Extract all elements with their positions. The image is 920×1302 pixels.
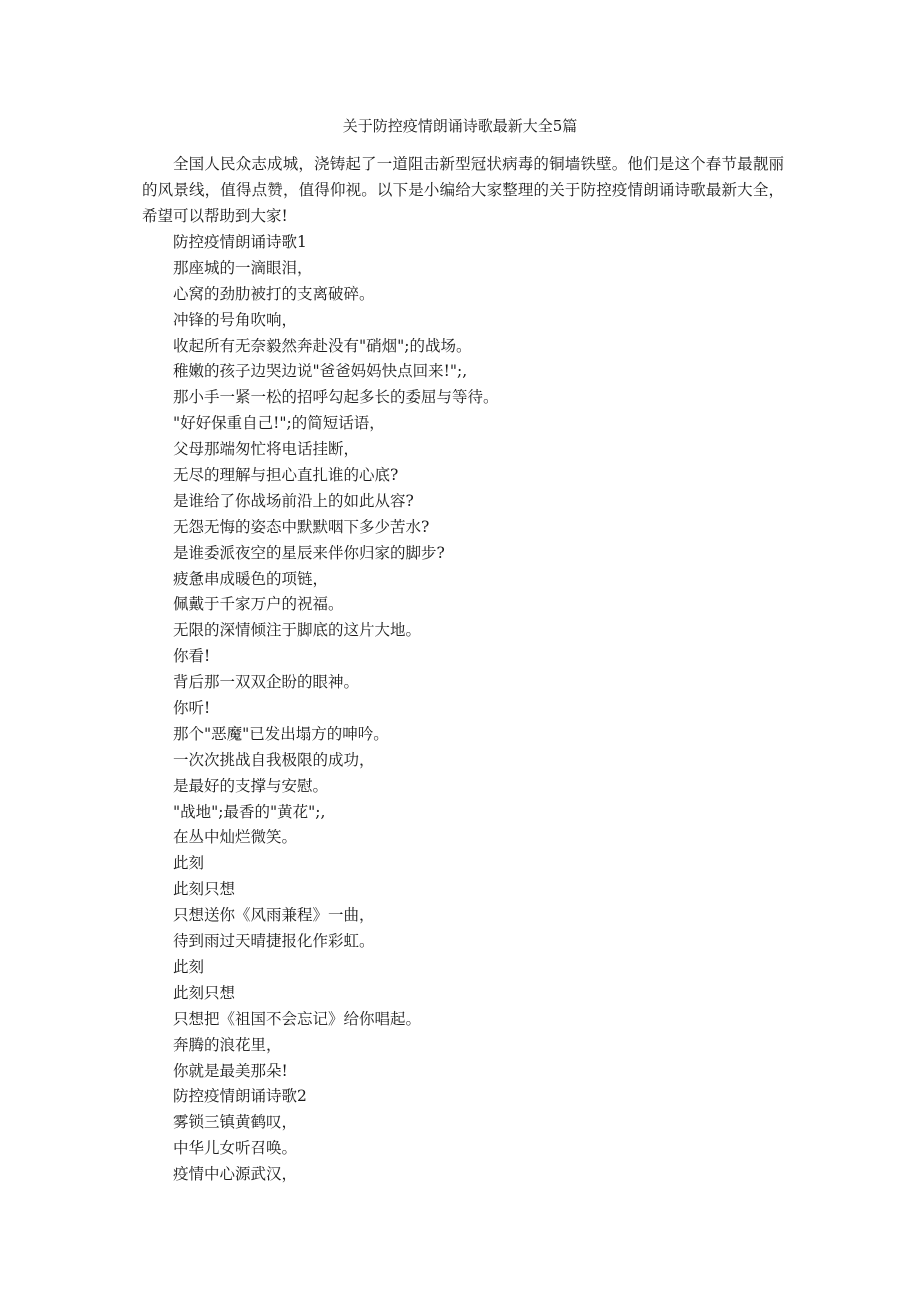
poem-line: 是谁给了你战场前沿上的如此从容? bbox=[173, 491, 414, 510]
poem-line: 是最好的支撑与安慰。 bbox=[173, 776, 329, 795]
poem-line: 此刻只想 bbox=[173, 880, 236, 899]
poem-line: 中华儿女听召唤。 bbox=[173, 1139, 298, 1158]
poem-line: 那个"恶魔"已发出塌方的呻吟。 bbox=[173, 724, 389, 743]
poem-line: 稚嫩的孩子边哭边说"爸爸妈妈快点回来!";, bbox=[173, 362, 468, 381]
poem-line: 背后那一双双企盼的眼神。 bbox=[173, 673, 360, 692]
poem-line: 雾锁三镇黄鹤叹， bbox=[173, 1113, 298, 1132]
poem-line: 无限的深情倾注于脚底的这片大地。 bbox=[173, 621, 422, 640]
poem-line: 此刻 bbox=[173, 854, 205, 873]
poem-line: 只想把《祖国不会忘记》给你唱起。 bbox=[173, 1009, 422, 1028]
poem-line: 你听! bbox=[173, 699, 211, 718]
poem-line: 你看! bbox=[173, 647, 211, 666]
poem-line: "战地";最香的"黄花";, bbox=[173, 802, 326, 821]
poem-line: 你就是最美那朵! bbox=[173, 1061, 288, 1080]
document-title: 关于防控疫情朗诵诗歌最新大全5篇 bbox=[342, 117, 578, 135]
poem-line: 是谁委派夜空的星辰来伴你归家的脚步? bbox=[173, 543, 445, 562]
poem-line: 奔腾的浪花里， bbox=[173, 1035, 282, 1054]
poem-line: 那座城的一滴眼泪， bbox=[173, 258, 313, 277]
poem-lines bbox=[173, 230, 793, 1188]
poem-line: "好好保重自己!";的简短话语， bbox=[173, 414, 385, 433]
poem-line: 冲锋的号角吹响， bbox=[173, 310, 298, 329]
intro-paragraph: 全国人民众志成城，浇铸起了一道阻击新型冠状病毒的铜墙铁壁。他们是这个春节最靓丽的风景线，值得点赞，值得仰视。以下是小编给大家整理的关于防控疫情朗诵诗歌最新大全，希望可以帮助到大家! bbox=[142, 155, 784, 225]
poem-line: 疫情中心源武汉， bbox=[173, 1165, 298, 1184]
poem-line: 疲惫串成暖色的项链， bbox=[173, 569, 329, 588]
poem-line: 此刻只想 bbox=[173, 983, 236, 1002]
poem-line: 只想送你《风雨兼程》一曲， bbox=[173, 906, 375, 925]
poem-line: 心窝的劲肋被打的支离破碎。 bbox=[173, 284, 375, 303]
poem-line: 此刻 bbox=[173, 957, 205, 976]
poem-heading: 防控疫情朗诵诗歌2 bbox=[173, 1087, 307, 1106]
poem-heading: 防控疫情朗诵诗歌1 bbox=[173, 233, 307, 251]
poem-line: 父母那端匆忙将电话挂断， bbox=[173, 440, 360, 459]
poem-line: 在丛中灿烂微笑。 bbox=[173, 828, 298, 847]
poem-line: 收起所有无奈毅然奔赴没有"硝烟";的战场。 bbox=[173, 336, 472, 355]
poem-line: 那小手一紧一松的招呼勾起多长的委屈与等待。 bbox=[173, 388, 499, 407]
poem-line: 无怨无悔的姿态中默默咽下多少苦水? bbox=[173, 517, 430, 536]
poem-line: 佩戴于千家万户的祝福。 bbox=[173, 595, 344, 614]
poem-line: 待到雨过天晴捷报化作彩虹。 bbox=[173, 932, 375, 951]
poem-line: 一次次挑战自我极限的成功， bbox=[173, 750, 375, 769]
poem-line: 无尽的理解与担心直扎谁的心底? bbox=[173, 466, 399, 485]
